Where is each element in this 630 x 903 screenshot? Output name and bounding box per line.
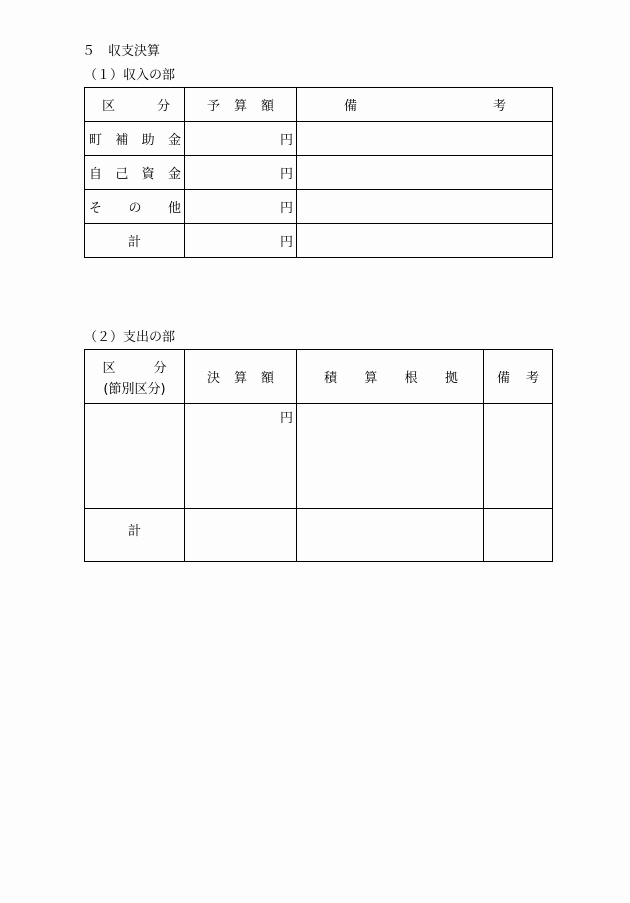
header-char: 積	[324, 371, 338, 386]
header-char: 分	[153, 360, 167, 376]
yen-unit: 円	[279, 411, 293, 426]
income-header-row	[85, 88, 553, 122]
expense-header-settled	[185, 350, 297, 404]
section-title: ５ 収支決算	[82, 44, 161, 59]
expense-table	[84, 349, 553, 562]
yen-unit: 円	[279, 167, 293, 182]
income-row-other	[85, 190, 553, 224]
row-label-char: 資	[141, 167, 155, 182]
income-amount-cell[interactable]	[185, 190, 297, 224]
row-label-char: 金	[167, 133, 181, 148]
expense-header-kubun	[85, 350, 185, 404]
header-char: 備	[497, 371, 511, 386]
income-amount-cell[interactable]	[185, 122, 297, 156]
total-label: 計	[127, 523, 141, 539]
row-label-char: 金	[167, 167, 181, 182]
income-amount-cell[interactable]	[185, 156, 297, 190]
row-label-char: 助	[141, 133, 155, 148]
header-char: 備	[344, 99, 358, 114]
income-total-amount-cell[interactable]	[185, 224, 297, 258]
income-section-title: （１）収入の部	[84, 68, 176, 83]
header-char: 考	[525, 371, 539, 386]
expense-total-remarks-cell[interactable]	[484, 509, 553, 562]
total-label: 計	[127, 235, 141, 250]
expense-body-row	[85, 404, 553, 509]
row-label-char: 自	[89, 167, 103, 182]
row-label-char: 町	[89, 133, 103, 148]
row-label-char: 他	[167, 201, 181, 216]
income-row-town-subsidy	[85, 122, 553, 156]
header-char: 算	[364, 371, 378, 386]
header-char: 額	[260, 371, 274, 386]
header-char: 区	[102, 99, 116, 114]
income-row-own-funds	[85, 156, 553, 190]
row-label-char: 己	[115, 167, 129, 182]
kubun-subtitle: (節別区分)	[103, 381, 166, 397]
expense-remarks-cell[interactable]	[484, 404, 553, 509]
expense-kubun-cell[interactable]	[85, 404, 185, 509]
header-char: 算	[233, 371, 247, 386]
yen-unit: 円	[279, 201, 293, 216]
header-char: 根	[404, 371, 418, 386]
income-remarks-cell[interactable]	[297, 156, 553, 190]
income-header-budget	[185, 88, 297, 122]
income-table	[84, 87, 553, 258]
expense-total-label-cell	[85, 509, 185, 562]
row-label-char: そ	[89, 201, 103, 216]
expense-total-row	[85, 509, 553, 562]
expense-total-basis-cell[interactable]	[297, 509, 484, 562]
header-char: 算	[233, 99, 247, 114]
income-total-remarks-cell[interactable]	[297, 224, 553, 258]
expense-header-row	[85, 350, 553, 404]
header-char: 考	[492, 99, 506, 114]
header-char: 予	[207, 99, 221, 114]
yen-unit: 円	[279, 235, 293, 250]
row-label-char: の	[128, 201, 142, 216]
expense-section-title: （２）支出の部	[84, 330, 176, 345]
row-label-char: 補	[115, 133, 129, 148]
header-char: 区	[102, 360, 116, 376]
expense-header-remarks	[484, 350, 553, 404]
expense-header-basis	[297, 350, 484, 404]
income-header-remarks	[297, 88, 553, 122]
income-remarks-cell[interactable]	[297, 190, 553, 224]
header-char: 決	[207, 371, 221, 386]
income-total-row	[85, 224, 553, 258]
income-remarks-cell[interactable]	[297, 122, 553, 156]
header-char: 拠	[444, 371, 458, 386]
expense-amount-cell[interactable]	[185, 404, 297, 509]
expense-total-amount-cell[interactable]	[185, 509, 297, 562]
header-char: 額	[260, 99, 274, 114]
header-char: 分	[156, 99, 170, 114]
income-header-kubun	[85, 88, 185, 122]
expense-basis-cell[interactable]	[297, 404, 484, 509]
income-total-label-cell	[85, 224, 185, 258]
yen-unit: 円	[279, 133, 293, 148]
income-label-cell	[85, 190, 185, 224]
income-label-cell	[85, 122, 185, 156]
income-label-cell	[85, 156, 185, 190]
